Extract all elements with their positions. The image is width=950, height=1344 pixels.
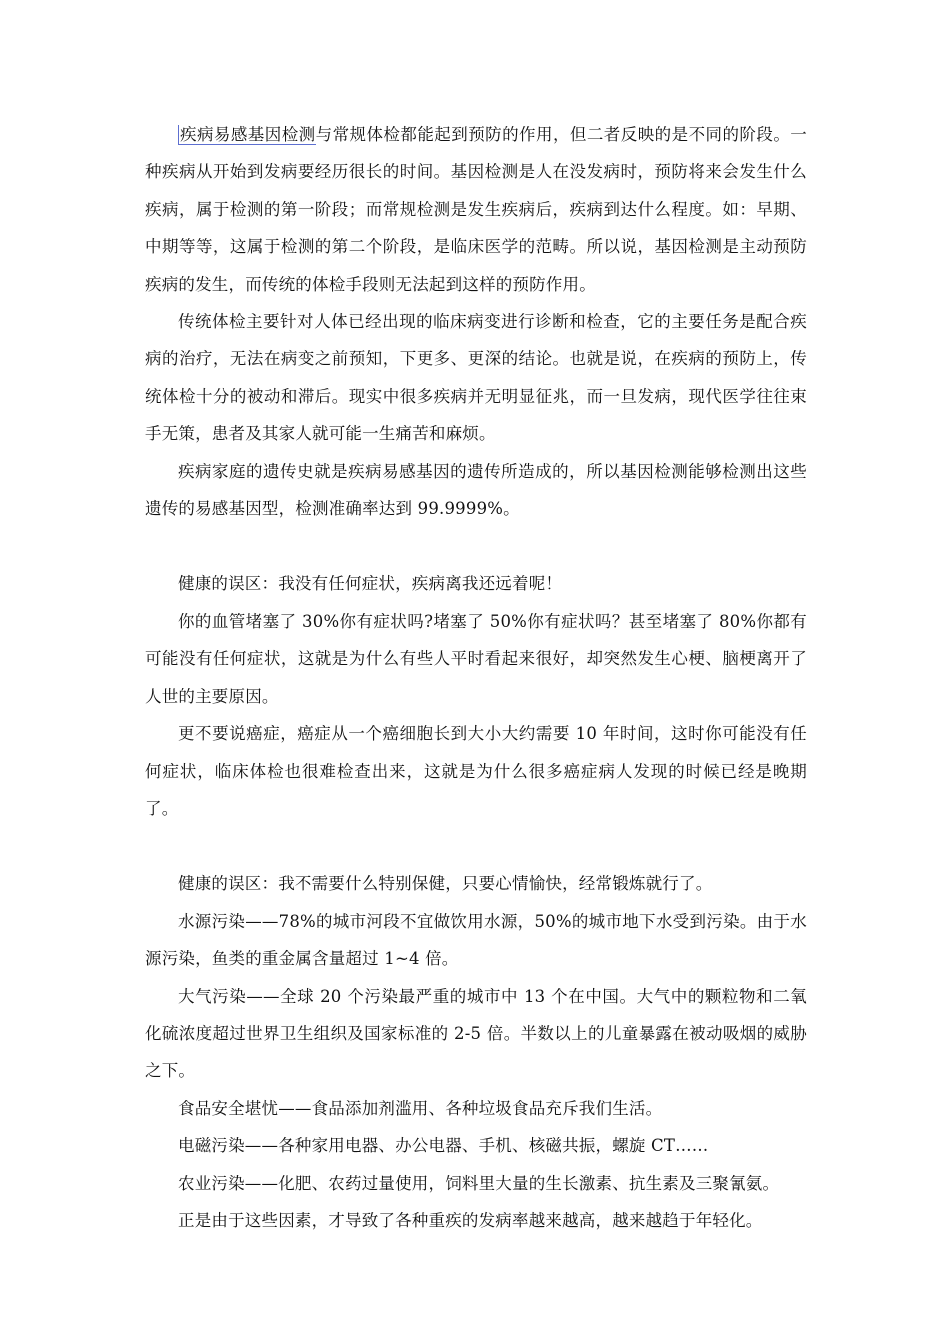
paragraph-agri-pollution: 农业污染——化肥、农药过量使用，饲料里大量的生长激素、抗生素及三聚氰氨。	[178, 1173, 780, 1193]
section-gap	[145, 827, 807, 865]
paragraph-gene-test-vs-checkup	[145, 116, 807, 303]
gene-test-link[interactable]: 疾病易感基因检测	[180, 125, 316, 144]
heading-myth-no-care: 健康的误区：我不需要什么特别保健，只要心情愉快，经常锻炼就行了。	[178, 874, 713, 894]
document-body	[145, 116, 807, 1239]
paragraph-food-safety: 食品安全堪忧——食品添加剂滥用、各种垃圾食品充斥我们生活。	[178, 1098, 663, 1118]
paragraph-air-pollution: 大气污染——全球 20 个污染最严重的城市中 13 个在中国。大气中的颗粒物和二氧化硫浓度超过世界卫生组织及国家标准的 2-5 倍。半数以上的儿童暴露在被动吸烟的威胁之下。	[145, 986, 807, 1081]
paragraph-traditional-checkup: 传统体检主要针对人体已经出现的临床病变进行诊断和检查，它的主要任务是配合疾病的治疗，无法在病变之前预知，下更多、更深的结论。也就是说，在疾病的预防上，传统体检十分的被动和滞后。现实中很多疾病并无明显征兆，而一旦发病，现代医学往往束手无策，患者及其家人就可能一生痛苦和麻烦。	[145, 312, 807, 444]
paragraph-conclusion: 正是由于这些因素，才导致了各种重疾的发病率越来越高，越来越趋于年轻化。	[178, 1210, 763, 1230]
section-gap	[145, 527, 807, 565]
heading-myth-no-symptoms: 健康的误区：我没有任何症状，疾病离我还远着呢！	[178, 574, 563, 594]
paragraph-water-pollution: 水源污染——78%的城市河段不宜做饮用水源，50%的城市地下水受到污染。由于水源污染，鱼类的重金属含量超过 1~4 倍。	[145, 911, 807, 969]
paragraph-em-pollution: 电磁污染——各种家用电器、办公电器、手机、核磁共振，螺旋 CT……	[178, 1136, 709, 1156]
paragraph-cancer: 更不要说癌症，癌症从一个癌细胞长到大小大约需要 10 年时间，这时你可能没有任何症状，临床体检也很难检查出来，这就是为什么很多癌症病人发现的时候已经是晚期了。	[145, 724, 807, 818]
paragraph-text: 与常规体检都能起到预防的作用，但二者反映的是不同的阶段。一种疾病从开始到发病要经历很长的时间。基因检测是人在没发病时，预防将来会发生什么疾病，属于检测的第一阶段；而常规检测是发生疾病后，疾病到达什么程度。如：早期、中期等等，这属于检测的第二个阶段，是临床医学的范畴。所以说，基因检测是主动预防疾病的发生，而传统的体检手段则无法起到这样的预防作用。	[145, 125, 807, 294]
paragraph-family-history: 疾病家庭的遗传史就是疾病易感基因的遗传所造成的，所以基因检测能够检测出这些遗传的易感基因型，检测准确率达到 99.9999%。	[145, 461, 807, 519]
paragraph-blood-vessels: 你的血管堵塞了 30%你有症状吗?堵塞了 50%你有症状吗？甚至堵塞了 80%你都有可能没有任何症状，这就是为什么有些人平时看起来很好，却突然发生心梗、脑梗离开了人世的主要原因。	[145, 611, 807, 706]
